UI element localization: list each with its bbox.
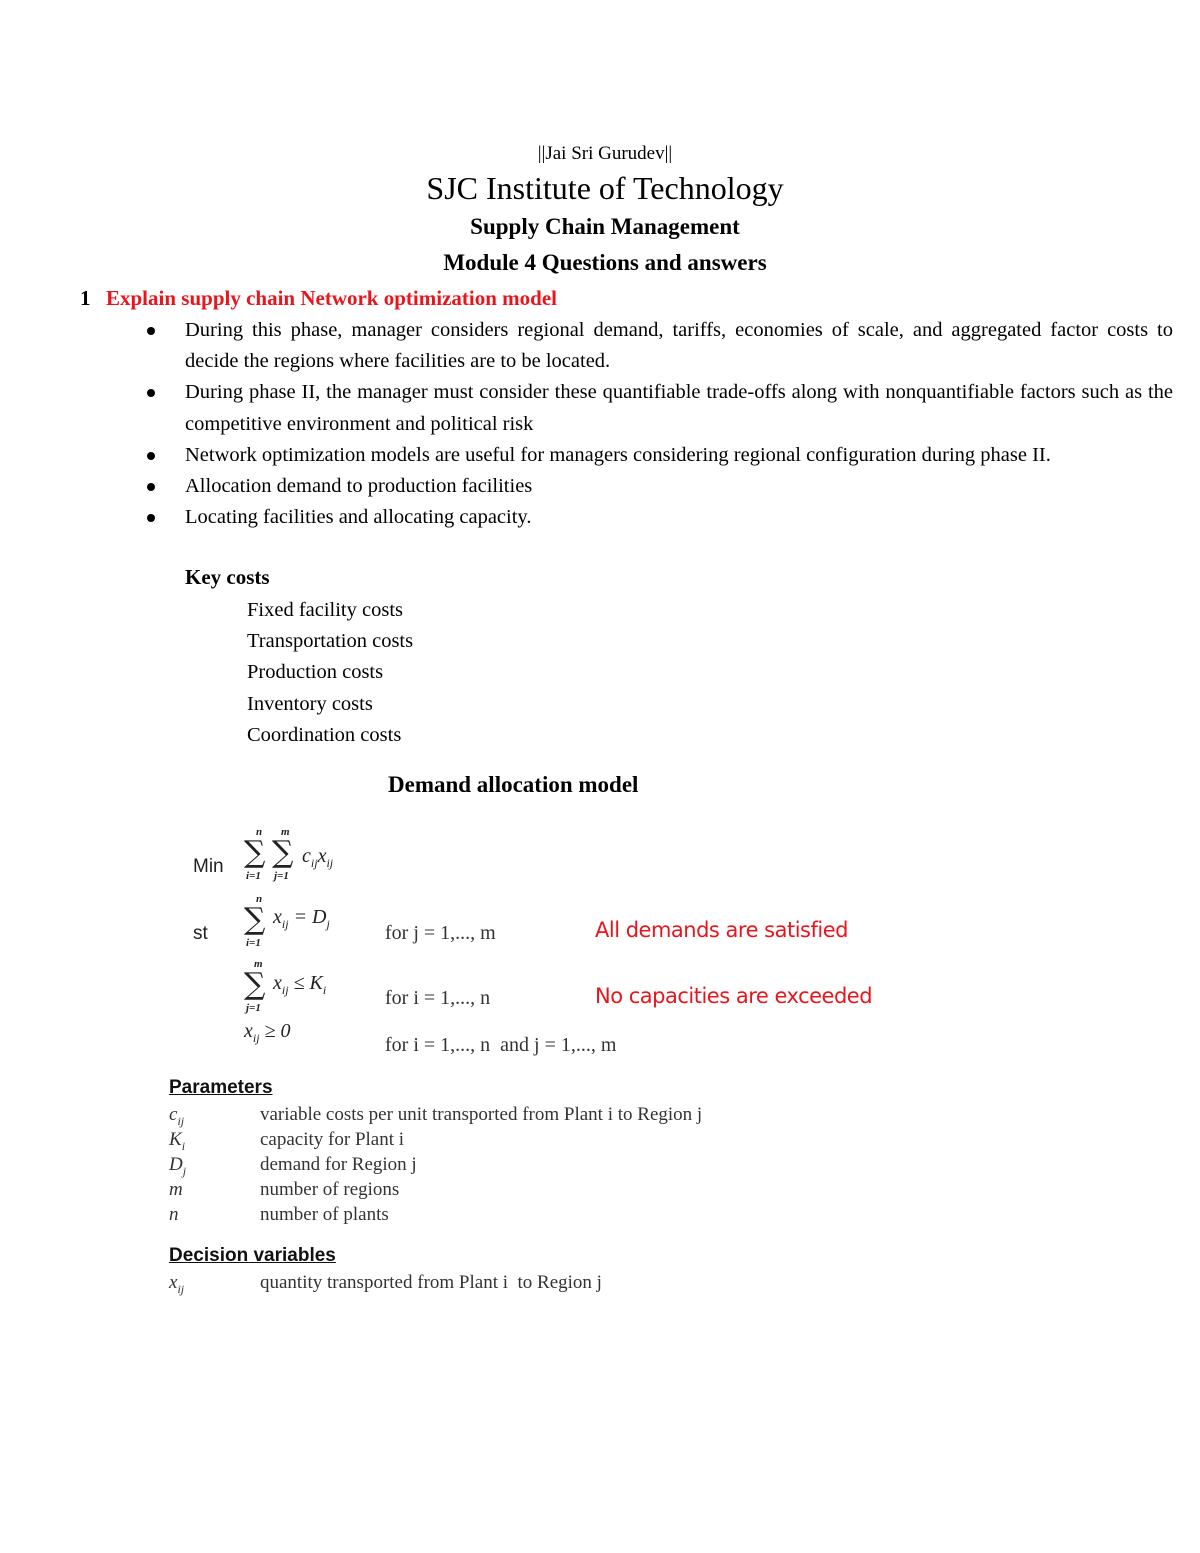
list-item: During phase II, the manager must consider these quantifiable trade-offs along with nonquantifiable factors such as the competitive environment and political risk bbox=[143, 377, 1173, 439]
list-item: Inventory costs bbox=[247, 692, 373, 715]
param-description: variable costs per unit transported from Plant i to Region j bbox=[260, 1104, 703, 1125]
model-title: Demand allocation model bbox=[388, 772, 639, 797]
summation-icon: ∑ bbox=[244, 967, 266, 1002]
parameters-heading: Parameters bbox=[169, 1077, 273, 1098]
answer-bullet-list bbox=[143, 315, 1173, 533]
bullet-dot-icon bbox=[147, 483, 155, 491]
question-text: Explain supply chain Network optimization model bbox=[106, 286, 557, 310]
question-number: 1 bbox=[80, 286, 91, 310]
list-item: Locating facilities and allocating capacity. bbox=[143, 502, 1173, 533]
constraint2-condition: for i = 1,..., n bbox=[385, 987, 491, 1009]
param-symbol: $c_{ij}$ bbox=[169, 1104, 185, 1128]
sum-upper-limit: n bbox=[256, 893, 263, 905]
constraint1-expression: $x_{ij} = D_j$ bbox=[273, 906, 330, 931]
sum-lower-limit: i=1 bbox=[246, 870, 261, 882]
constraint3-expression: $x_{ij} \ge 0$ bbox=[244, 1020, 291, 1045]
summation-icon: ∑ bbox=[244, 902, 266, 937]
param-symbol: $x_{ij}$ bbox=[169, 1272, 185, 1296]
module-title: Module 4 Questions and answers bbox=[443, 250, 767, 275]
list-item: Allocation demand to production facilities bbox=[143, 471, 1173, 502]
summation-icon: ∑ bbox=[244, 835, 266, 870]
bullet-dot-icon bbox=[147, 389, 155, 397]
constraint1-note: All demands are satisfied bbox=[595, 918, 848, 942]
sum-upper-limit: m bbox=[281, 826, 290, 838]
sum-upper-limit: m bbox=[254, 958, 263, 970]
sum-upper-limit: n bbox=[256, 826, 263, 838]
blessing-line: ||Jai Sri Gurudev|| bbox=[537, 143, 673, 164]
list-item: During this phase, manager considers regional demand, tariffs, economies of scale, and aggregated factor costs to decide the regions where facilities are to be located. bbox=[143, 315, 1173, 377]
param-symbol: $K_i$ bbox=[169, 1129, 186, 1153]
sum-lower-limit: j=1 bbox=[246, 1002, 261, 1014]
sum-lower-limit: i=1 bbox=[246, 937, 261, 949]
summation-icon: ∑ bbox=[272, 835, 294, 870]
college-name: SJC Institute of Technology bbox=[426, 170, 784, 206]
min-label: Min bbox=[193, 856, 224, 877]
bullet-dot-icon bbox=[147, 327, 155, 335]
list-item: Fixed facility costs bbox=[247, 599, 404, 621]
list-item: Transportation costs bbox=[247, 630, 414, 653]
bullet-dot-icon bbox=[147, 452, 155, 460]
list-item: Production costs bbox=[247, 661, 384, 684]
param-symbol: $D_j$ bbox=[169, 1154, 187, 1178]
constraint3-condition: for i = 1,..., n and j = 1,..., m bbox=[385, 1034, 617, 1056]
key-costs-list bbox=[247, 595, 413, 751]
subject-title: Supply Chain Management bbox=[470, 214, 740, 239]
bullet-dot-icon bbox=[147, 514, 155, 522]
param-symbol: n bbox=[169, 1204, 179, 1225]
constraint2-expression: $x_{ij} \le K_i$ bbox=[273, 972, 327, 997]
decision-variables-heading: Decision variables bbox=[169, 1245, 336, 1266]
param-description: demand for Region j bbox=[260, 1154, 417, 1175]
key-costs-heading: Key costs bbox=[185, 565, 270, 589]
param-description: capacity for Plant i bbox=[260, 1129, 405, 1150]
param-description: number of regions bbox=[260, 1179, 400, 1200]
list-item: Network optimization models are useful for managers considering regional configuration during phase II. bbox=[143, 440, 1173, 471]
st-label: st bbox=[193, 923, 208, 944]
sum-lower-limit: j=1 bbox=[274, 870, 289, 882]
constraint1-condition: for j = 1,..., m bbox=[385, 922, 496, 944]
objective-expression: $c_{ij}x_{ij}$ bbox=[302, 845, 334, 870]
param-description: number of plants bbox=[260, 1204, 389, 1225]
param-symbol: m bbox=[169, 1179, 183, 1200]
constraint2-note: No capacities are exceeded bbox=[595, 984, 873, 1008]
list-item: Coordination costs bbox=[247, 723, 402, 746]
param-description: quantity transported from Plant i to Region j bbox=[260, 1272, 602, 1293]
